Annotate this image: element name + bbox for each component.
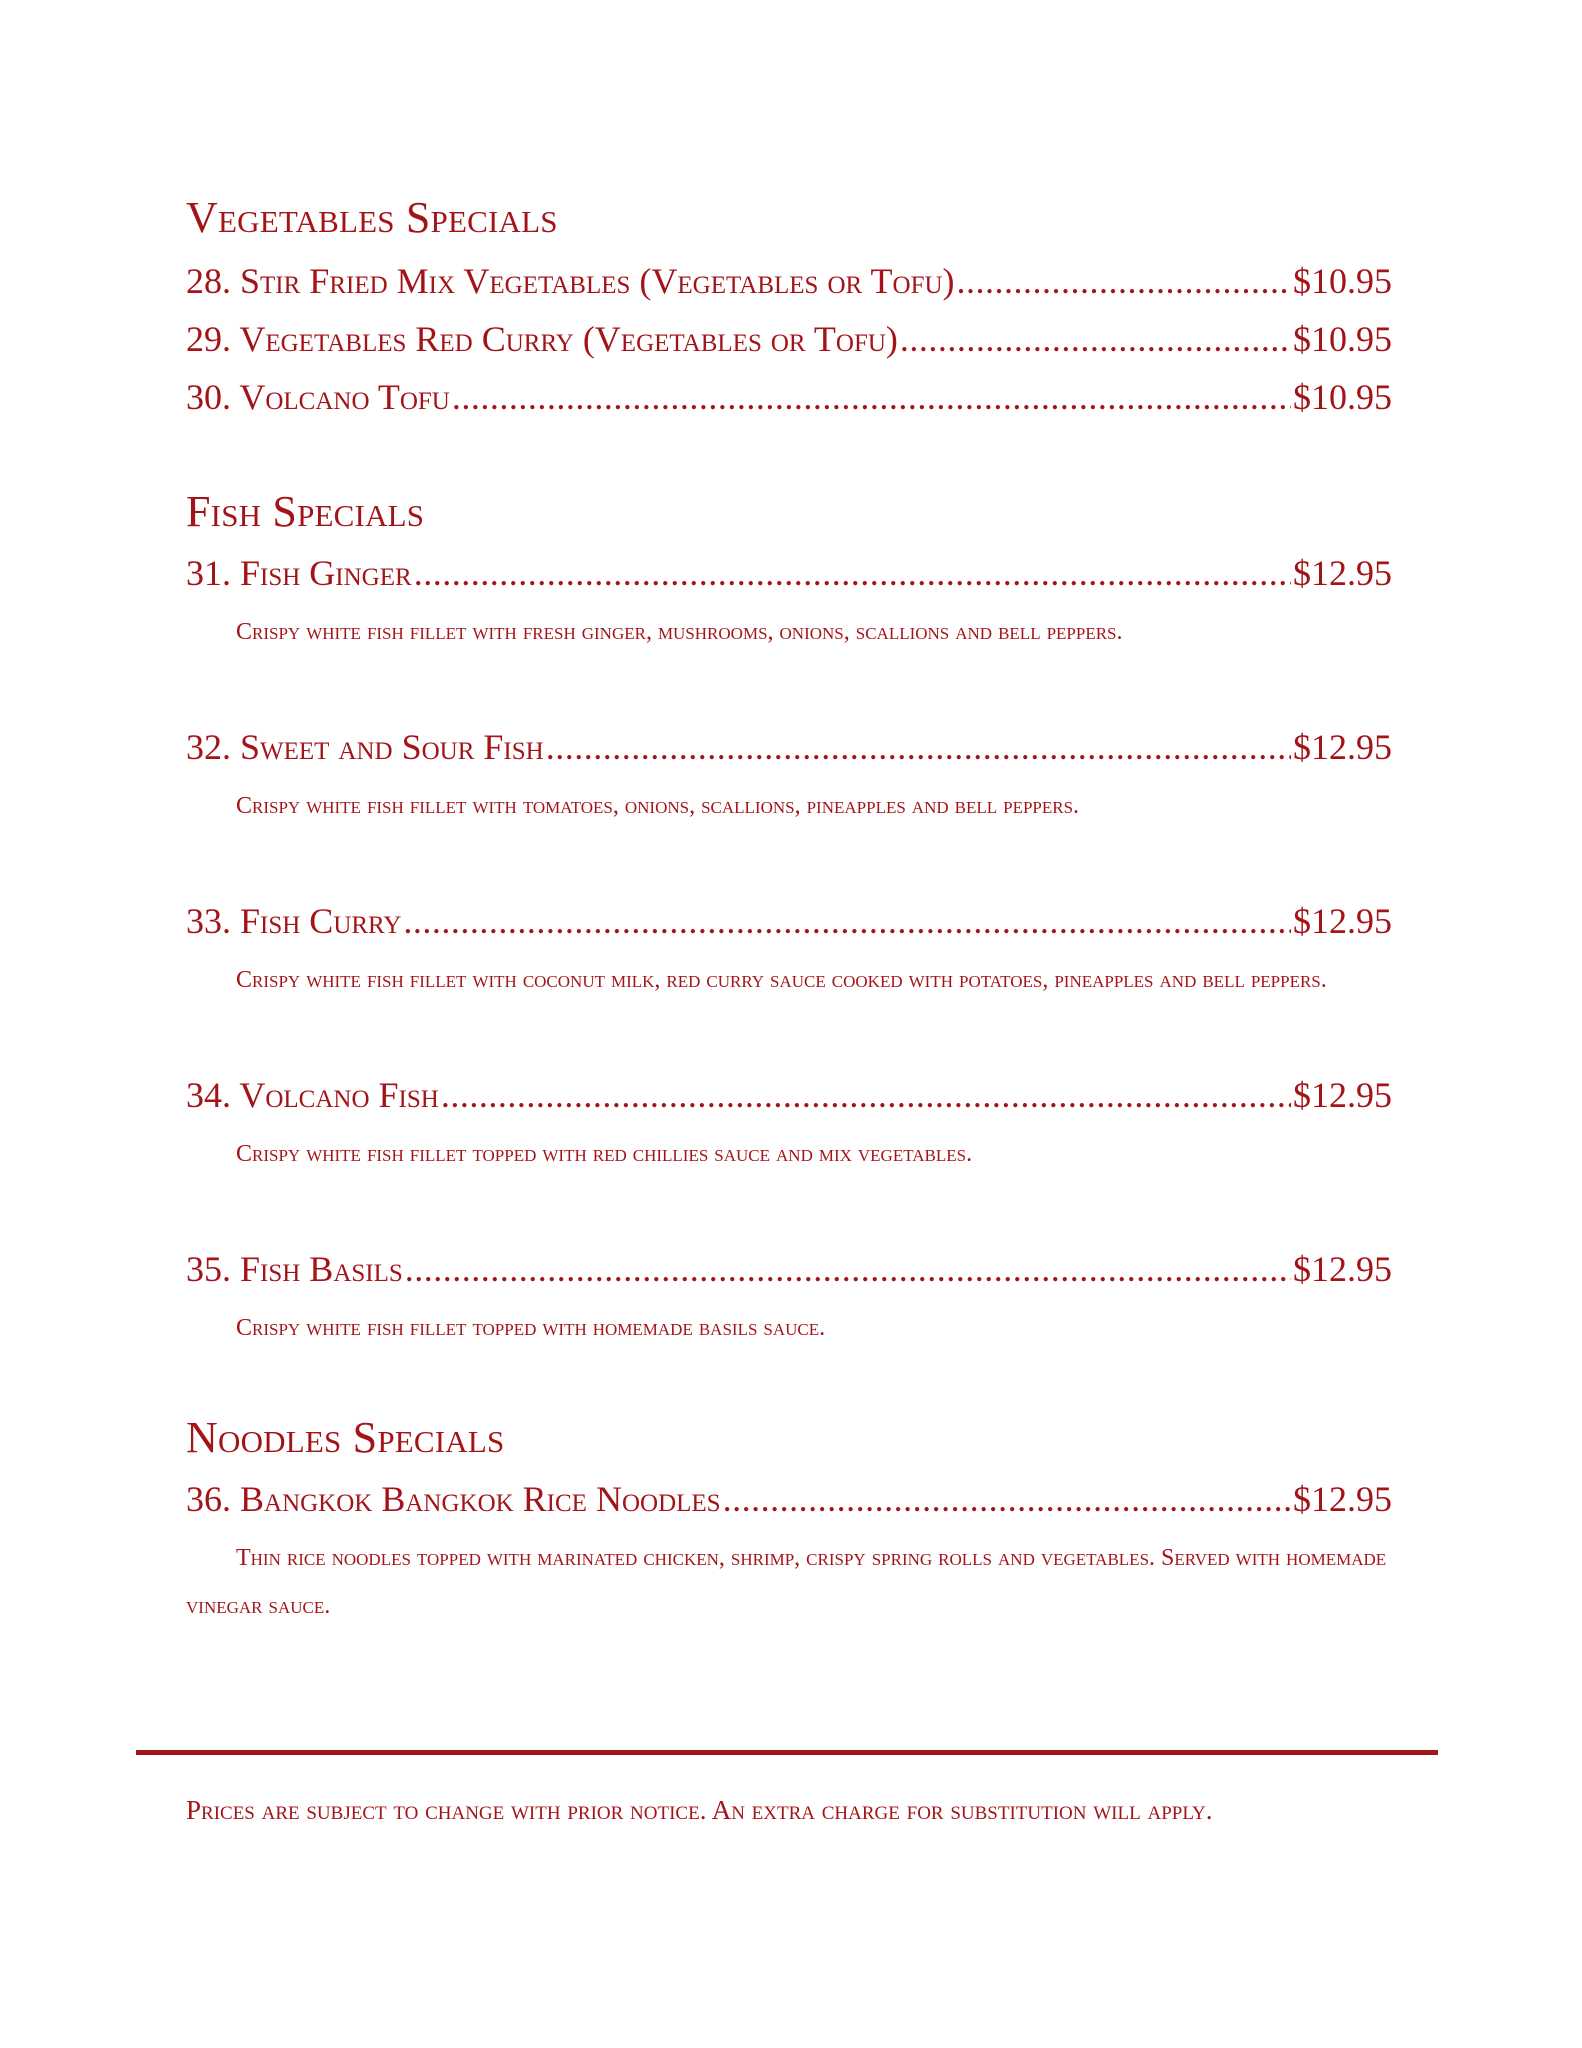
dot-leader [403,892,1291,950]
menu-item [186,368,1392,426]
section-title-fish: Fish Specials [186,487,425,536]
item-price: $12.95 [1293,1249,1392,1289]
menu-item [186,1066,1392,1124]
item-name: 31. Fish Ginger [186,553,412,593]
dot-leader [546,718,1291,776]
menu-item [186,718,1392,776]
item-price: $12.95 [1293,901,1392,941]
item-description: Crispy white fish fillet topped with red chillies sauce and mix vegetables. [236,1141,973,1167]
menu-item [186,310,1392,368]
dot-leader [452,368,1291,426]
menu-item [186,544,1392,602]
item-name: 29. Vegetables Red Curry (Vegetables or Tofu) [186,319,898,359]
footer-note: Prices are subject to change with prior notice. An extra charge for substitution will apply. [186,1795,1213,1825]
item-name: 30. Volcano Tofu [186,377,450,417]
item-name: 35. Fish Basils [186,1249,403,1289]
menu-content [186,190,1392,1630]
item-description: Crispy white fish fillet with fresh ginger, mushrooms, onions, scallions and bell peppers. [236,619,1123,645]
item-price: $12.95 [1293,1479,1392,1519]
section-title-vegetables: Vegetables Specials [186,193,558,242]
item-price: $10.95 [1293,319,1392,359]
divider-rule [136,1750,1438,1755]
menu-item [186,1240,1392,1298]
dot-leader [957,252,1291,310]
menu-item [186,252,1392,310]
dot-leader [900,310,1291,368]
item-price: $10.95 [1293,261,1392,301]
item-description: Crispy white fish fillet with tomatoes, onions, scallions, pineapples and bell peppers. [236,793,1080,819]
menu-item [186,1470,1392,1528]
item-description: Crispy white fish fillet topped with homemade basils sauce. [236,1315,826,1341]
dot-leader [405,1240,1291,1298]
item-name: 36. Bangkok Bangkok Rice Noodles [186,1479,721,1519]
item-price: $10.95 [1293,377,1392,417]
dot-leader [723,1470,1291,1528]
dot-leader [441,1066,1291,1124]
item-name: 34. Volcano Fish [186,1075,439,1115]
item-description: Thin rice noodles topped with marinated chicken, shrimp, crispy spring rolls and vegetables. Served with homemade vinegar sauce. [186,1545,1387,1619]
item-name: 33. Fish Curry [186,901,402,941]
item-description: Crispy white fish fillet with coconut milk, red curry sauce cooked with potatoes, pineapples and bell peppers. [236,967,1327,993]
menu-item [186,892,1392,950]
item-price: $12.95 [1293,553,1392,593]
item-name: 28. Stir Fried Mix Vegetables (Vegetables or Tofu) [186,261,955,301]
dot-leader [414,544,1291,602]
item-price: $12.95 [1293,1075,1392,1115]
section-title-noodles: Noodles Specials [186,1413,505,1462]
item-price: $12.95 [1293,727,1392,767]
item-name: 32. Sweet and Sour Fish [186,727,544,767]
